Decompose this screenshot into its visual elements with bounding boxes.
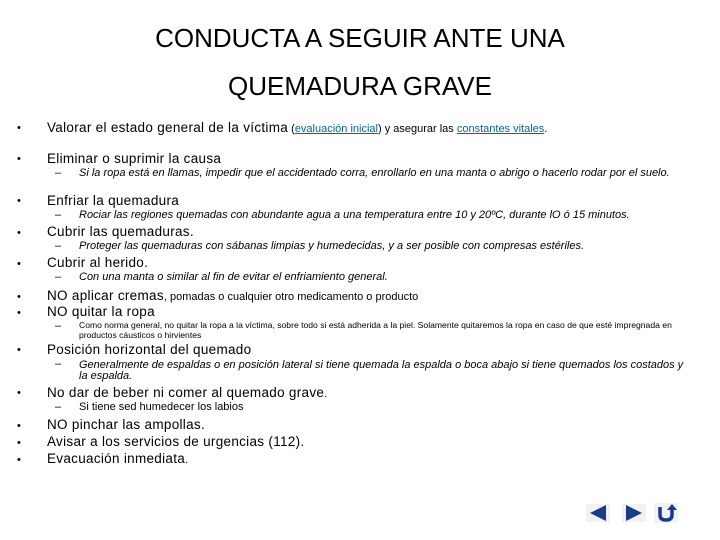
item-no-cremas-text: NO aplicar cremas (47, 288, 164, 303)
item-valorar-post: . (544, 123, 548, 135)
dash: – (55, 209, 62, 221)
constantes-vitales-link[interactable]: constantes vitales (456, 123, 545, 135)
bullet: • (17, 344, 21, 356)
item-evacuacion-text: Evacuación inmediata (47, 451, 186, 466)
bullet: • (17, 307, 21, 319)
item-cubrir (47, 224, 194, 240)
item-avisar (47, 434, 304, 450)
item-beber-rest: . (324, 388, 328, 400)
item-no-ropa (47, 304, 155, 320)
item-cubrir-text: Cubrir las quemaduras. (47, 224, 194, 239)
bullet: • (17, 437, 21, 449)
title-line-1: CONDUCTA A SEGUIR ANTE UNA (155, 23, 565, 53)
bullet: • (17, 153, 21, 165)
bullet: • (17, 454, 21, 466)
page-title (0, 14, 720, 110)
arrow-right-icon (622, 504, 646, 522)
item-enfriar-text: Enfriar la quemadura (47, 193, 180, 208)
dash: – (55, 240, 62, 252)
item-valorar-text: Valorar el estado general de la víctima (47, 120, 289, 135)
item-beber-detail: Si tiene sed humedecer los labios (79, 401, 244, 413)
item-enfriar (47, 193, 179, 209)
item-valorar-mid: ) y asegurar las (377, 123, 457, 135)
item-valorar (47, 120, 547, 137)
dash: – (55, 271, 62, 283)
item-herido-detail: Con una manta o similar al fin de evitar el enfriamiento general. (79, 271, 388, 283)
item-beber (47, 385, 327, 402)
item-posicion (47, 342, 251, 358)
dash: – (55, 401, 62, 413)
title-line-2: QUEMADURA GRAVE (228, 71, 492, 101)
bullet: • (17, 122, 21, 134)
item-no-cremas (47, 288, 418, 305)
item-posicion-detail: Generalmente de espaldas o en posición lateral si tiene quemada la espalda o boca abajo si tiene quemados los costados y la espalda. (79, 359, 684, 382)
item-eliminar-text: Eliminar o suprimir la causa (47, 151, 222, 166)
item-cubrir-detail: Proteger las quemaduras con sábanas limpias y humedecidas, y a ser posible con compresas estériles. (79, 240, 585, 252)
bullet: • (17, 291, 21, 303)
item-no-ropa-detail: Como norma general, no quitar la ropa a la víctima, sobre todo si está adherida a la piel. Solamente quitaremos la ropa en caso de que esté impregnada en productos cáusticos o hirvientes (79, 320, 672, 340)
item-valorar-pre: ( (288, 123, 295, 135)
item-no-cremas-rest: , pomadas o cualquier otro medicamento o producto (163, 291, 419, 303)
bullet: • (17, 195, 21, 207)
bullet: • (17, 387, 21, 399)
arrow-left-icon (586, 504, 610, 522)
next-button[interactable] (620, 502, 648, 524)
item-evacuacion (47, 451, 188, 468)
dash: – (55, 358, 62, 370)
return-button[interactable] (652, 502, 680, 524)
dash: – (55, 167, 62, 179)
item-avisar-text: Avisar a los servicios de urgencias (112). (47, 434, 305, 449)
item-no-ropa-text: NO quitar la ropa (47, 304, 155, 319)
item-herido-text: Cubrir al herido. (47, 255, 149, 270)
item-herido (47, 255, 148, 271)
item-beber-text: No dar de beber ni comer al quemado grave (47, 385, 325, 400)
item-eliminar-detail: Si la ropa está en llamas, impedir que el accidentado corra, enrollarlo en una manta o abrigo o hacerlo rodar por el suelo. (79, 167, 670, 179)
return-icon (654, 503, 678, 523)
item-pinchar (47, 417, 205, 433)
bullet: • (17, 258, 21, 270)
item-posicion-text: Posición horizontal del quemado (47, 342, 252, 357)
item-enfriar-detail: Rociar las regiones quemadas con abundante agua a una temperatura entre 10 y 20ºC, durante lO ó 15 minutos. (79, 209, 630, 221)
item-eliminar (47, 151, 221, 167)
bullet: • (17, 420, 21, 432)
item-pinchar-text: NO pinchar las ampollas. (47, 417, 206, 432)
item-evacuacion-rest: . (185, 454, 189, 466)
evaluacion-inicial-link[interactable]: evaluación inicial (294, 123, 378, 135)
bullet: • (17, 227, 21, 239)
previous-button[interactable] (584, 502, 612, 524)
dash: – (55, 320, 62, 332)
